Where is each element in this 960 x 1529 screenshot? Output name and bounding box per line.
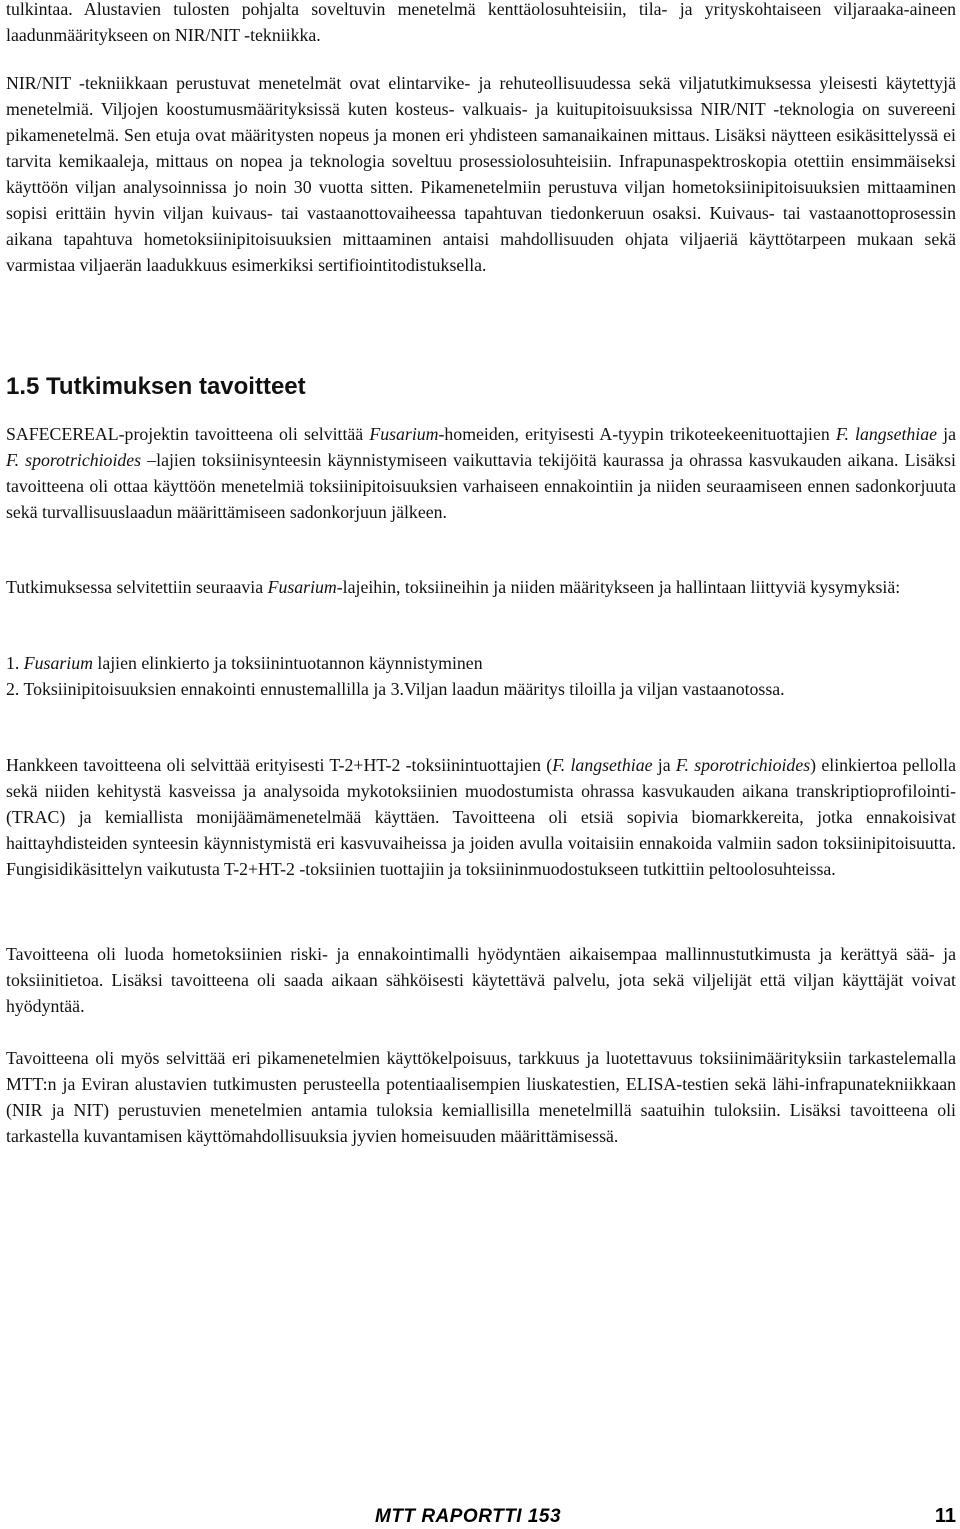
text-run: ) elinkiertoa pellolla sekä niiden kehitystä kasveissa ja analysoida mykotoksiinien muodostumista ohrassa kasvukauden aikana transkriptioprofilointi- (TRAC) ja kemiallista monijäämämenetelmää käyttäen. Tavoitteena oli etsiä sopivia biomarkkereita, jotka ennakoisivat haittayhdisteiden synteesin käynnistymistä eri kasvuvaiheissa ja joiden avulla voitaisiin ennakoida valmiin sadon toksiinipitoisuutta. Fungisidikäsittelyn vaikutusta T-2+HT-2 -toksiinien tuottajiin ja toksiininmuodostukseen tutkittiin peltoolosuhteissa. xyxy=(6,755,957,879)
list-number: 1. xyxy=(6,653,24,673)
text-run: SAFECEREAL-projektin tavoitteena oli selvittää xyxy=(6,424,370,444)
text-run: –lajien toksiinisynteesin käynnistymiseen vaikuttavia tekijöitä kaurassa ja ohrassa kasvukauden aikana. Lisäksi tavoitteena oli ottaa käyttöön menetelmiä toksiinipitoisuuksien varhaiseen ennakointiin ja niiden seuraamiseen ennen sadonkorjuuta sekä turvallisuuslaadun määrittämiseen sadonkorjuun jälkeen. xyxy=(6,450,956,522)
paragraph-rapid-methods: Tavoitteena oli myös selvittää eri pikamenetelmien käyttökelpoisuus, tarkkuus ja luotettavuus toksiinimäärityksiin tarkastelemalla MTT:n ja Eviran alustavien tutkimusten perusteella potentiaalisempien liuskatestien, ELISA-testien sekä lähi-infrapunatekniikkaan (NIR ja NIT) perustuvien menetelmien antamia tuloksia kemiallisilla menetelmillä saatuihin tuloksiin. Lisäksi tavoitteena oli tarkastella kuvantamisen käyttömahdollisuuksia jyvien homeisuuden määrittämisessä. xyxy=(6,1048,956,1146)
section-heading: 1.5 Tutkimuksen tavoitteet xyxy=(6,373,306,400)
italic-run: F. langsethiae xyxy=(835,424,938,444)
paragraph-risk-model: Tavoitteena oli luoda hometoksiinien riski- ja ennakointimalli hyödyntäen aikaisempaa mallinnustutkimusta ja kerättyä sää- ja toksiinitietoa. Lisäksi tavoitteena oli saada aikaan sähköisesti käytettävä palvelu, jota sekä viljelijät että viljan käyttäjät voivat hyödyntää. xyxy=(6,944,956,1016)
italic-run: F. sporotrichioides xyxy=(6,450,142,470)
text-run: lajien elinkierto ja toksiinintuotannon käynnistyminen xyxy=(92,653,483,673)
list-item-1 xyxy=(6,650,956,676)
italic-run: Fusarium xyxy=(267,577,337,597)
text-run: ja xyxy=(652,755,676,775)
italic-run: Fusarium xyxy=(23,653,93,673)
paragraph-questions-intro xyxy=(6,574,956,600)
paragraph-project-goal xyxy=(6,752,956,882)
page-number: 11 xyxy=(934,1505,956,1527)
paragraph-intro-end: tulkintaa. Alustavien tulosten pohjalta soveltuvin menetelmä kenttäolosuhteisiin, tila- ja yrityskohtaiseen viljaraaka-aineen laadunmääritykseen on NIR/NIT -tekniikka. xyxy=(6,0,956,45)
text-run: -lajeihin, toksiineihin ja niiden määritykseen ja hallintaan liittyviä kysymyksiä: xyxy=(336,577,901,597)
text-run: Hankkeen tavoitteena oli selvittää erityisesti T-2+HT-2 -toksiinintuottajien ( xyxy=(6,755,553,775)
italic-run: F. sporotrichioides xyxy=(675,755,811,775)
list-item-2: 2. Toksiinipitoisuuksien ennakointi ennustemallilla ja 3.Viljan laadun määritys tiloilla ja viljan vastaanotossa. xyxy=(6,679,785,699)
text-run: Tutkimuksessa selvitettiin seuraavia xyxy=(6,577,268,597)
text-run: ja xyxy=(937,424,957,444)
text-run: -homeiden, erityisesti A-tyypin trikoteekeenituottajien xyxy=(438,424,836,444)
footer-brand: MTT RAPORTTI 153 xyxy=(375,1506,562,1527)
paragraph-safecereal xyxy=(6,421,956,525)
italic-run: Fusarium xyxy=(369,424,439,444)
paragraph-nir-nit: NIR/NIT -tekniikkaan perustuvat menetelmät ovat elintarvike- ja rehuteollisuudessa sekä viljatutkimuksessa yleisesti käytettyjä menetelmiä. Viljojen koostumusmäärityksissä kuten kosteus- valkuais- ja kuitupitoisuuksissa NIR/NIT -teknologia on suvereeni pikamenetelmä. Sen etuja ovat määritysten nopeus ja monen eri yhdisteen samanaikainen mittaus. Lisäksi näytteen esikäsittelyssä ei tarvita kemikaaleja, mittaus on nopea ja teknologia soveltuu prosessiolosuhteisiin. Infrapunaspektroskopia otettiin ensimmäiseksi käyttöön viljan analysoinnissa jo noin 30 vuotta sitten. Pikamenetelmiin perustuva viljan hometoksiinipitoisuuksien mittaaminen sopisi erittäin hyvin viljan kuivaus- tai vastaanottovaiheessa tapahtuvan tiedonkeruun osaksi. Kuivaus- tai vastaanottoprosessin aikana tapahtuva hometoksiinipitoisuuksien mittaaminen antaisi mahdollisuuden ohjata viljaeriä käyttötarpeen mukaan sekä varmistaa viljaerän laadukkuus esimerkiksi sertifiointitodistuksella. xyxy=(6,73,956,275)
italic-run: F. langsethiae xyxy=(552,755,653,775)
